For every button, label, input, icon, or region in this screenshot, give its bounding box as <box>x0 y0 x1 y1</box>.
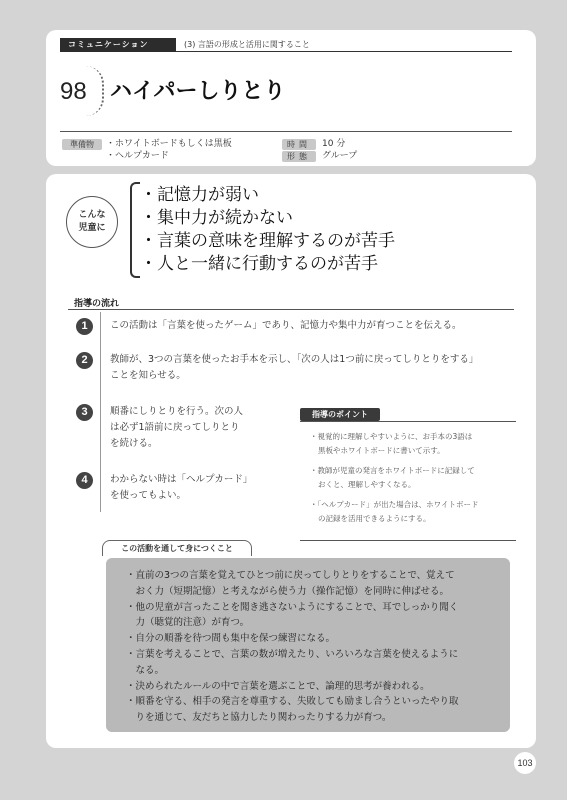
learn-heading: この活動を通して身につくこと <box>102 540 252 556</box>
guidance-points-box <box>300 402 516 541</box>
step-line: は必ず1語前に戻ってしりとり <box>110 422 240 433</box>
step-line: を使ってもよい。 <box>110 490 187 501</box>
target-children-list <box>140 184 395 276</box>
materials-item: ・ホワイトボードもしくは黒板 <box>106 139 232 149</box>
flow-step <box>76 352 479 381</box>
lesson-number: 98 <box>60 78 87 105</box>
materials-label: 準備物 <box>62 139 102 150</box>
learn-line: ・順番を守る、相手の発言を尊重する、失敗しても励まし合うといったやり取 <box>126 696 459 708</box>
step-line: を続ける。 <box>110 438 158 449</box>
flow-vertical-line <box>100 312 101 512</box>
flow-step <box>76 404 244 449</box>
guidance-points-label: 指導のポイント <box>300 408 380 421</box>
dotted-arc-decoration <box>86 66 104 116</box>
target-item: ・人と一緒に行動するのが苦手 <box>140 254 378 274</box>
step-text <box>110 318 530 334</box>
flow-step <box>76 472 253 501</box>
learn-line: ・直前の3つの言葉を覚えてひとつ前に戻ってしりとりをすることで、覚えて <box>126 570 455 581</box>
step-number-4: 4 <box>76 472 93 489</box>
header-divider <box>60 131 512 132</box>
learn-line: ・言葉を考えることで、言葉の数が増えたり、いろいろな言葉を使えるように <box>126 648 459 660</box>
format-value: グループ <box>322 151 358 161</box>
point-item: ・「ヘルプカード」が出た場合は、ホワイトボード の記録を活用できるようにする。 <box>310 500 479 523</box>
learn-line: ・他の児童が言ったことを聞き逃さないようにすることで、耳でしっかり聞く <box>126 601 459 613</box>
learn-line: ・決められたルールの中で言葉を選ぶことで、論理的思考が養われる。 <box>126 680 430 692</box>
main-card <box>46 174 536 748</box>
point-item: ・教師が児童の発言をホワイトボードに記録して おくと、理解しやすくなる。 <box>310 466 475 489</box>
learn-box <box>106 558 510 732</box>
lesson-title: ハイパーしりとり <box>110 79 286 104</box>
flow-divider <box>68 309 514 310</box>
category-bar <box>60 38 512 52</box>
step-line: 順番にしりとりを行う。次の人 <box>110 406 244 417</box>
learn-line: なる。 <box>126 664 165 676</box>
step-line: この活動は「言葉を使ったゲーム」であり、記憶力や集中力が育つことを伝える。 <box>110 320 462 331</box>
learn-line: おく力（短期記憶）と考えながら使う力（操作記憶）を同時に伸ばせる。 <box>126 585 450 597</box>
learn-line: りを通じて、友だちと協力したり関わったりする力が育つ。 <box>126 712 392 724</box>
badge-line: こんな <box>78 210 106 220</box>
materials-item: ・ヘルプカード <box>106 151 169 161</box>
materials-info <box>62 138 232 162</box>
time-label: 時間 <box>282 139 316 150</box>
step-text <box>110 472 290 504</box>
flow-heading: 指導の流れ <box>74 299 120 309</box>
step-number-1: 1 <box>76 318 93 335</box>
learn-line: ・自分の順番を待つ間も集中を保つ練習になる。 <box>126 633 336 645</box>
step-line: 教師が、3つの言葉を使ったお手本を示し、「次の人は1つ前に戻ってしりとりをする」 <box>110 354 479 365</box>
flow-step <box>76 318 462 335</box>
time-value: 10 分 <box>322 139 346 149</box>
target-item: ・集中力が続かない <box>140 208 293 228</box>
step-number-3: 3 <box>76 404 93 421</box>
header-card <box>46 30 536 166</box>
point-item: ・視覚的に理解しやすいように、お手本の3語は 黒板やホワイトボードに書いて示す。 <box>310 432 473 455</box>
learn-line: 力（聴覚的注意）が育つ。 <box>126 617 250 629</box>
guidance-points-list <box>300 422 516 540</box>
category-tag: コミュニケーション <box>60 38 176 52</box>
time-format-info <box>282 138 357 162</box>
step-number-2: 2 <box>76 352 93 369</box>
step-text <box>110 352 530 384</box>
subcategory-text: (3) 言語の形成と活用に関すること <box>184 40 310 49</box>
step-line: わからない時は「ヘルプカード」 <box>110 474 253 485</box>
format-label: 形態 <box>282 151 316 162</box>
target-children-badge <box>66 196 118 248</box>
target-item: ・言葉の意味を理解するのが苦手 <box>140 231 395 251</box>
target-item: ・記憶力が弱い <box>140 185 259 205</box>
bracket-decoration <box>130 182 140 278</box>
badge-line: 児童に <box>78 223 106 233</box>
step-text <box>110 404 290 452</box>
page-number: 103 <box>514 752 536 774</box>
step-line: ことを知らせる。 <box>110 370 186 381</box>
